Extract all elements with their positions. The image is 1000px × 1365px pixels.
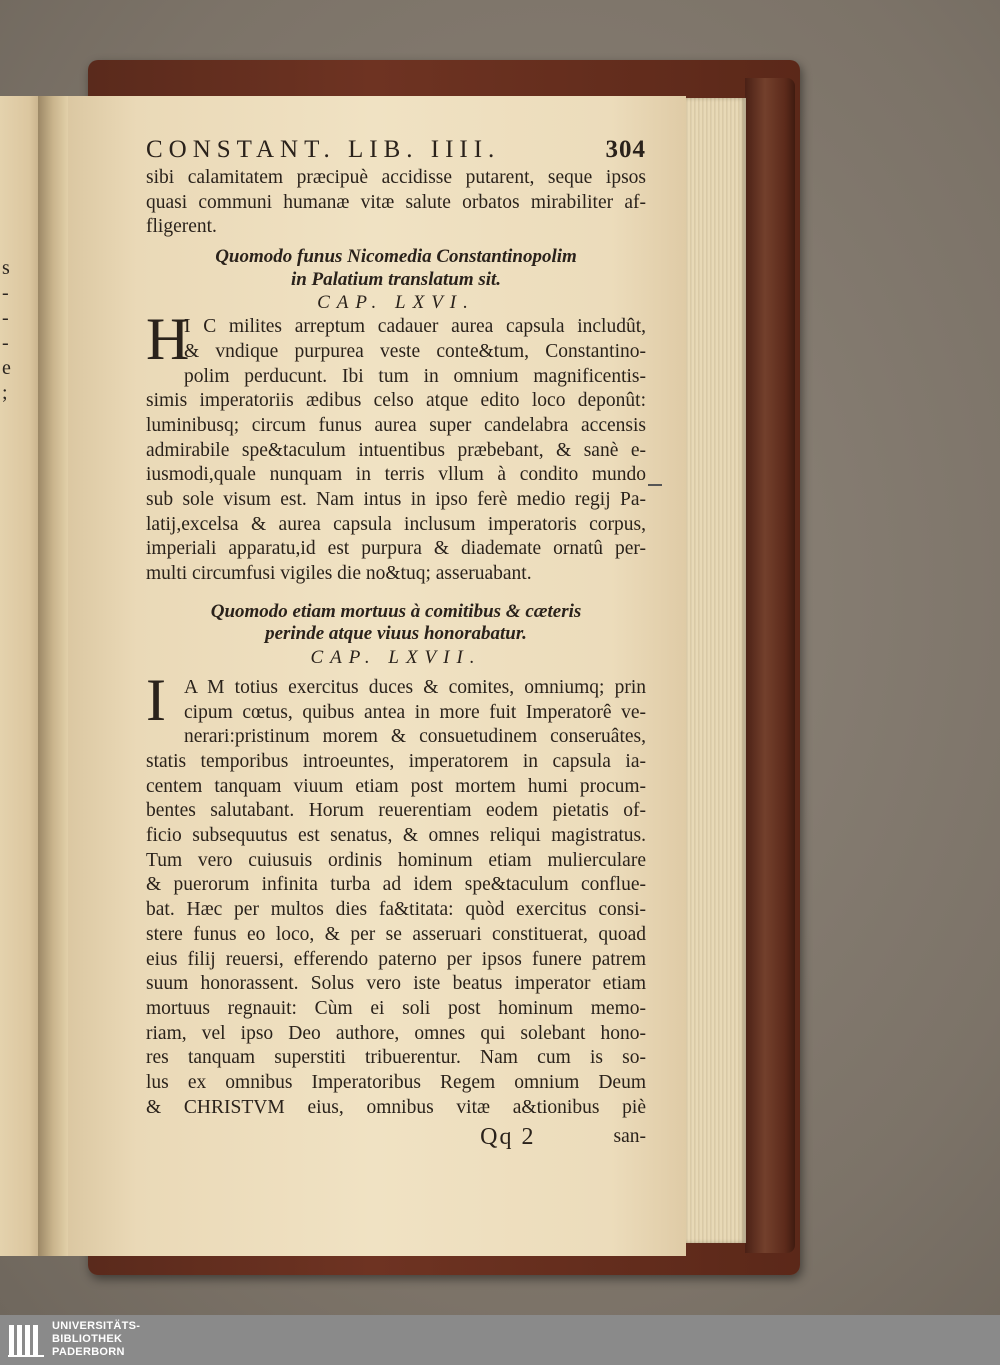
chapter-heading: Quomodo funus Nicomedia Constantinopolim: [215, 246, 577, 268]
library-name: [52, 1320, 140, 1359]
text-line: nerari:pristinum morem & consuetudinem conseruâtes,: [184, 726, 646, 748]
text-line: ficio subsequutus est senatus, & omnes reliqui magistratus.: [146, 825, 646, 847]
text-line: polim perducunt. Ibi tum in omnium magnificentis-: [184, 365, 646, 387]
left-mark: ;: [2, 382, 8, 404]
left-mark: -: [2, 282, 9, 304]
right-page: [62, 96, 686, 1256]
cover-edge: [745, 78, 795, 1253]
text-line: Tum vero cuiusuis ordinis hominum etiam mulierculare: [146, 849, 646, 871]
text-line: fligerent.: [146, 216, 217, 238]
text-line: & vndique purpurea veste conte&tum, Constantino-: [184, 340, 646, 362]
text-line: eius filij reuersi, efferendo paterno per ipsos funere patrem: [146, 948, 646, 970]
text-line: quasi communi humanæ vitæ salute orbatos mirabiliter af-: [146, 191, 646, 213]
text-line: suum honorassent. Solus vero iste beatus imperator etiam: [146, 973, 646, 995]
running-head: CONSTANT. LIB. IIII.: [146, 136, 501, 163]
running-header: [146, 134, 646, 166]
text-line: I C milites arreptum cadauer aurea capsula includût,: [184, 316, 646, 338]
text-line: centem tanquam viuum etiam post mortem humi procum-: [146, 775, 646, 797]
library-logo-icon: [8, 1322, 44, 1358]
library-line: PADERBORN: [52, 1346, 125, 1358]
book-gutter: [38, 96, 68, 1256]
text-line: res tanquam superstiti tribuerentur. Nam cum is so-: [146, 1047, 646, 1069]
text-line: sibi calamitatem præcipuè accidisse putarent, seque ipsos: [146, 167, 646, 188]
chapter-heading: Quomodo etiam mortuus à comitibus & cæteris: [210, 600, 582, 622]
text-line: admirabile spe&taculum intuentibus præbebant, & sanè e-: [146, 439, 646, 461]
left-page-marks: [2, 256, 18, 406]
text-line: sub sole visum est. Nam intus in ipso ferè medio regij Pa-: [146, 489, 646, 511]
text-line: cipum cœtus, quibus antea in more fuit Imperatorê ve-: [184, 701, 646, 723]
text-line: A M totius exercitus duces & comites, omniumq; prin: [184, 676, 646, 698]
page-number: 304: [605, 136, 646, 163]
text-line: riam, vel ipso Deo authore, omnes qui solebant hono-: [146, 1022, 646, 1044]
text-line: bat. Hæc per multos dies fa&titata: quòd exercitus consi-: [146, 899, 646, 921]
text-line: mortuus regnauit: Cùm ei soli post hominum memo-: [146, 997, 646, 1019]
left-mark: e: [2, 357, 11, 379]
text-line: latij,excelsa & aurea capsula inclusum imperatoris corpus,: [146, 513, 646, 535]
chapter-number: CAP. LXVI.: [317, 292, 475, 314]
text-line: & CHRISTVM eius, omnibus vitæ a&tionibus piè: [146, 1096, 646, 1118]
text-block: [146, 134, 646, 1149]
opening-paragraph: [146, 306, 646, 373]
chapter-number: CAP. LXVII.: [310, 646, 482, 668]
chapter-heading: in Palatium translatum sit.: [290, 268, 502, 290]
opening-paragraph: [146, 666, 646, 733]
drop-initial: I: [146, 666, 166, 733]
text-line: bentes salutabant. Horum reuerentiam eodem pietatis of-: [146, 800, 646, 822]
text-line: multi circumfusi vigiles die no&tuq; asseruabant.: [146, 563, 532, 585]
page-foot: [146, 1125, 646, 1149]
margin-mark: [648, 484, 662, 486]
chapter-heading: perinde atque viuus honorabatur.: [265, 623, 527, 645]
text-line: stere funus eo loco, & per se asseruari constituerat, quoad: [146, 923, 646, 945]
signature-mark: Qq 2: [480, 1123, 536, 1150]
page-fore-edge: [684, 98, 746, 1243]
text-line: statis temporibus introeuntes, imperatorem in capsula ia-: [146, 750, 646, 772]
library-line: UNIVERSITÄTS-: [52, 1320, 141, 1332]
library-line: BIBLIOTHEK: [52, 1333, 123, 1345]
text-line: imperiali apparatu,id est purpura & diademate ornatû per-: [146, 538, 646, 560]
text-line: luminibusq; circum funus aurea super candelabra accensis: [146, 414, 646, 436]
text-line: lus ex omnibus Imperatoribus Regem omnium Deum: [146, 1072, 646, 1094]
footer-bar: [0, 1315, 1000, 1365]
left-mark: s: [2, 257, 10, 279]
text-line: iusmodi,quale nunquam in terris vllum à condito mundo: [146, 464, 646, 486]
catchword: san-: [613, 1125, 646, 1147]
left-mark: -: [2, 332, 9, 354]
left-mark: -: [2, 307, 9, 329]
text-line: simis imperatoriis ædibus celso atque edito loco deponût:: [146, 390, 646, 412]
drop-initial: H: [146, 306, 190, 373]
text-line: & puerorum infinita turba ad idem spe&taculum conflue-: [146, 874, 646, 896]
